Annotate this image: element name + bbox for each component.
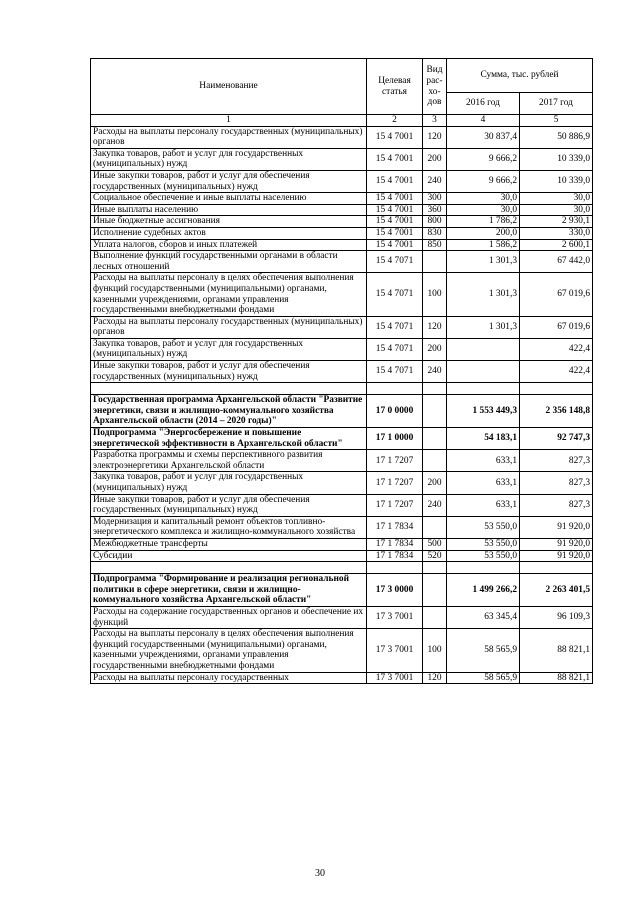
row-name-cell: Иные закупки товаров, работ и услуг для обеспечения государственных (муниципальных) нужд [91,170,367,192]
row-amount-2017-cell: 91 920,0 [520,516,593,538]
row-amount-2017-cell: 67 019,6 [520,273,593,316]
table-row [91,672,593,684]
column-number: 5 [520,115,593,127]
row-amount-2017-cell: 92 747,3 [520,428,593,450]
table-row [91,273,593,316]
row-target-article-cell: 15 4 7001 [367,170,423,192]
table-row [91,239,593,251]
row-amount-2016-cell: 53 550,0 [447,538,520,550]
row-target-article-cell: 15 4 7001 [367,227,423,239]
table-row [91,170,593,192]
table-row [91,316,593,338]
row-name-cell: Подпрограмма "Формирование и реализация региональной политики в сфере энергетики, связи и жилищно-коммунального хозяйства Архангельской области" [91,574,367,607]
table-row [91,395,593,428]
row-target-article-cell: 15 4 7001 [367,193,423,205]
row-expense-type-cell: 300 [423,193,447,205]
row-target-article-cell: 17 1 7834 [367,550,423,562]
row-target-article-cell: 17 3 7001 [367,672,423,684]
table-row [91,538,593,550]
table-row [91,472,593,494]
row-amount-2017-cell: 67 019,6 [520,316,593,338]
row-amount-2017-cell: 50 886,9 [520,126,593,148]
row-amount-2017-cell: 827,3 [520,472,593,494]
row-name-cell: Субсидии [91,550,367,562]
row-name-cell: Уплата налогов, сборов и иных платежей [91,239,367,251]
row-expense-type-cell: 200 [423,472,447,494]
row-amount-2016-cell: 200,0 [447,227,520,239]
page-number: 30 [315,868,325,879]
row-amount-2017-cell: 96 109,3 [520,606,593,628]
row-target-article-cell: 17 1 7207 [367,494,423,516]
row-amount-2016-cell: 1 301,3 [447,251,520,273]
row-name-cell: Модернизация и капитальный ремонт объектов топливно-энергетического комплекса и жилищно-коммунального хозяйства [91,516,367,538]
table-row [91,562,593,574]
row-amount-2016-cell [447,562,520,574]
row-amount-2017-cell [520,383,593,395]
table-row [91,383,593,395]
table-row [91,251,593,273]
row-name-cell [91,383,367,395]
row-amount-2016-cell: 30 837,4 [447,126,520,148]
row-amount-2017-cell: 422,4 [520,361,593,383]
row-target-article-cell: 15 4 7001 [367,216,423,228]
row-amount-2016-cell: 1 301,3 [447,316,520,338]
row-expense-type-cell [423,516,447,538]
row-amount-2017-cell: 827,3 [520,450,593,472]
row-name-cell: Подпрограмма "Энергосбережение и повышение энергетической эффективности в Архангельской области" [91,428,367,450]
row-expense-type-cell: 120 [423,316,447,338]
row-target-article-cell: 17 1 7834 [367,516,423,538]
row-amount-2016-cell: 9 666,2 [447,170,520,192]
row-expense-type-cell [423,428,447,450]
table-row [91,550,593,562]
row-expense-type-cell: 120 [423,126,447,148]
column-number: 1 [91,115,367,127]
row-name-cell: Разработка программы и схемы перспективного развития электроэнергетики Архангельской области [91,450,367,472]
row-target-article-cell: 15 4 7071 [367,251,423,273]
row-amount-2017-cell: 2 263 401,5 [520,574,593,607]
row-amount-2017-cell: 422,4 [520,338,593,360]
row-amount-2016-cell: 30,0 [447,204,520,216]
row-amount-2017-cell: 91 920,0 [520,550,593,562]
row-expense-type-cell: 100 [423,629,447,672]
row-amount-2017-cell: 827,3 [520,494,593,516]
row-name-cell: Расходы на содержание государственных органов и обеспечение их функций [91,606,367,628]
table-row [91,629,593,672]
row-name-cell: Государственная программа Архангельской области "Развитие энергетики, связи и жилищно-коммунального хозяйства Архангельской области (2014 – 2020 годы)" [91,395,367,428]
row-name-cell: Иные выплаты населению [91,204,367,216]
row-expense-type-cell: 520 [423,550,447,562]
table-row [91,148,593,170]
row-target-article-cell: 15 4 7071 [367,316,423,338]
row-expense-type-cell: 500 [423,538,447,550]
table-row [91,450,593,472]
row-expense-type-cell: 360 [423,204,447,216]
row-amount-2017-cell: 10 339,0 [520,170,593,192]
row-name-cell: Исполнение судебных актов [91,227,367,239]
row-expense-type-cell: 850 [423,239,447,251]
row-amount-2016-cell [447,361,520,383]
row-target-article-cell: 17 1 7834 [367,538,423,550]
header-sum: Сумма, тыс. рублей [447,59,593,93]
row-amount-2016-cell: 54 183,1 [447,428,520,450]
row-amount-2016-cell: 53 550,0 [447,516,520,538]
row-name-cell: Закупка товаров, работ и услуг для государственных (муниципальных) нужд [91,338,367,360]
row-amount-2016-cell: 58 565,9 [447,672,520,684]
row-name-cell: Иные закупки товаров, работ и услуг для обеспечения государственных (муниципальных) нужд [91,361,367,383]
row-expense-type-cell: 200 [423,148,447,170]
row-expense-type-cell [423,251,447,273]
row-name-cell: Закупка товаров, работ и услуг для государственных (муниципальных) нужд [91,148,367,170]
row-target-article-cell: 15 4 7071 [367,273,423,316]
row-name-cell: Выполнение функций государственными органами в области лесных отношений [91,251,367,273]
table-body [91,126,593,684]
row-amount-2016-cell: 58 565,9 [447,629,520,672]
column-number: 4 [447,115,520,127]
row-expense-type-cell [423,562,447,574]
row-expense-type-cell [423,383,447,395]
header-year-2016: 2016 год [447,93,520,115]
row-amount-2017-cell: 91 920,0 [520,538,593,550]
row-amount-2016-cell [447,338,520,360]
row-expense-type-cell [423,395,447,428]
row-name-cell: Расходы на выплаты персоналу государственных (муниципальных) органов [91,316,367,338]
row-target-article-cell: 17 3 7001 [367,629,423,672]
row-expense-type-cell: 240 [423,170,447,192]
row-name-cell: Расходы на выплаты персоналу в целях обеспечения выполнения функций государственными (муниципальными) органами, казенными учреждениями, органами управления государственными внебюджетными фондами [91,629,367,672]
row-target-article-cell: 15 4 7001 [367,239,423,251]
row-target-article-cell [367,383,423,395]
table-row [91,216,593,228]
row-name-cell: Межбюджетные трансферты [91,538,367,550]
row-amount-2017-cell: 2 600,1 [520,239,593,251]
row-amount-2016-cell: 1 553 449,3 [447,395,520,428]
header-expense-type: Вид рас-хо-дов [423,59,447,115]
row-name-cell: Расходы на выплаты персоналу государственных [91,672,367,684]
row-name-cell: Расходы на выплаты персоналу государственных (муниципальных) органов [91,126,367,148]
row-name-cell: Иные бюджетные ассигнования [91,216,367,228]
row-amount-2016-cell: 30,0 [447,193,520,205]
row-amount-2017-cell: 30,0 [520,193,593,205]
row-amount-2016-cell: 633,1 [447,450,520,472]
row-amount-2016-cell [447,383,520,395]
row-target-article-cell: 17 0 0000 [367,395,423,428]
row-amount-2016-cell: 53 550,0 [447,550,520,562]
row-amount-2017-cell: 2 930,1 [520,216,593,228]
row-amount-2017-cell: 10 339,0 [520,148,593,170]
row-amount-2017-cell: 88 821,1 [520,672,593,684]
header-name: Наименование [91,59,367,115]
header-target-article: Целевая статья [367,59,423,115]
row-amount-2016-cell: 633,1 [447,494,520,516]
row-target-article-cell: 15 4 7001 [367,148,423,170]
column-number: 3 [423,115,447,127]
row-target-article-cell: 15 4 7001 [367,204,423,216]
table-row [91,338,593,360]
column-number: 2 [367,115,423,127]
table-row [91,516,593,538]
row-expense-type-cell: 800 [423,216,447,228]
row-target-article-cell [367,562,423,574]
row-name-cell: Расходы на выплаты персоналу в целях обеспечения выполнения функций государственными (муниципальными) органами, казенными учреждениями, органами управления государственными внебюджетными фондами [91,273,367,316]
row-amount-2017-cell: 67 442,0 [520,251,593,273]
row-amount-2016-cell: 9 666,2 [447,148,520,170]
row-target-article-cell: 17 1 7207 [367,450,423,472]
row-amount-2016-cell: 1 586,2 [447,239,520,251]
table-row [91,126,593,148]
row-target-article-cell: 15 4 7001 [367,126,423,148]
row-amount-2016-cell: 1 786,2 [447,216,520,228]
row-name-cell: Социальное обеспечение и иные выплаты населению [91,193,367,205]
table-row [91,204,593,216]
row-expense-type-cell [423,574,447,607]
row-expense-type-cell: 120 [423,672,447,684]
row-target-article-cell: 17 1 0000 [367,428,423,450]
row-amount-2016-cell: 633,1 [447,472,520,494]
header-year-2017: 2017 год [520,93,593,115]
row-expense-type-cell: 830 [423,227,447,239]
row-amount-2016-cell: 1 301,3 [447,273,520,316]
row-amount-2017-cell: 88 821,1 [520,629,593,672]
row-expense-type-cell [423,606,447,628]
row-target-article-cell: 15 4 7071 [367,361,423,383]
row-name-cell: Иные закупки товаров, работ и услуг для обеспечения государственных (муниципальных) нужд [91,494,367,516]
row-amount-2016-cell: 63 345,4 [447,606,520,628]
row-expense-type-cell [423,450,447,472]
row-target-article-cell: 15 4 7071 [367,338,423,360]
table-row [91,574,593,607]
table-row [91,606,593,628]
table-row [91,494,593,516]
table-row [91,361,593,383]
row-name-cell: Закупка товаров, работ и услуг для государственных (муниципальных) нужд [91,472,367,494]
row-name-cell [91,562,367,574]
table-row [91,428,593,450]
row-amount-2017-cell [520,562,593,574]
table-row [91,193,593,205]
row-expense-type-cell: 240 [423,361,447,383]
table-row [91,227,593,239]
row-amount-2017-cell: 2 356 148,8 [520,395,593,428]
row-amount-2017-cell: 30,0 [520,204,593,216]
row-expense-type-cell: 100 [423,273,447,316]
budget-table [90,58,593,684]
row-target-article-cell: 17 1 7207 [367,472,423,494]
row-amount-2017-cell: 330,0 [520,227,593,239]
row-target-article-cell: 17 3 0000 [367,574,423,607]
row-expense-type-cell: 240 [423,494,447,516]
row-target-article-cell: 17 3 7001 [367,606,423,628]
row-amount-2016-cell: 1 499 266,2 [447,574,520,607]
row-expense-type-cell: 200 [423,338,447,360]
